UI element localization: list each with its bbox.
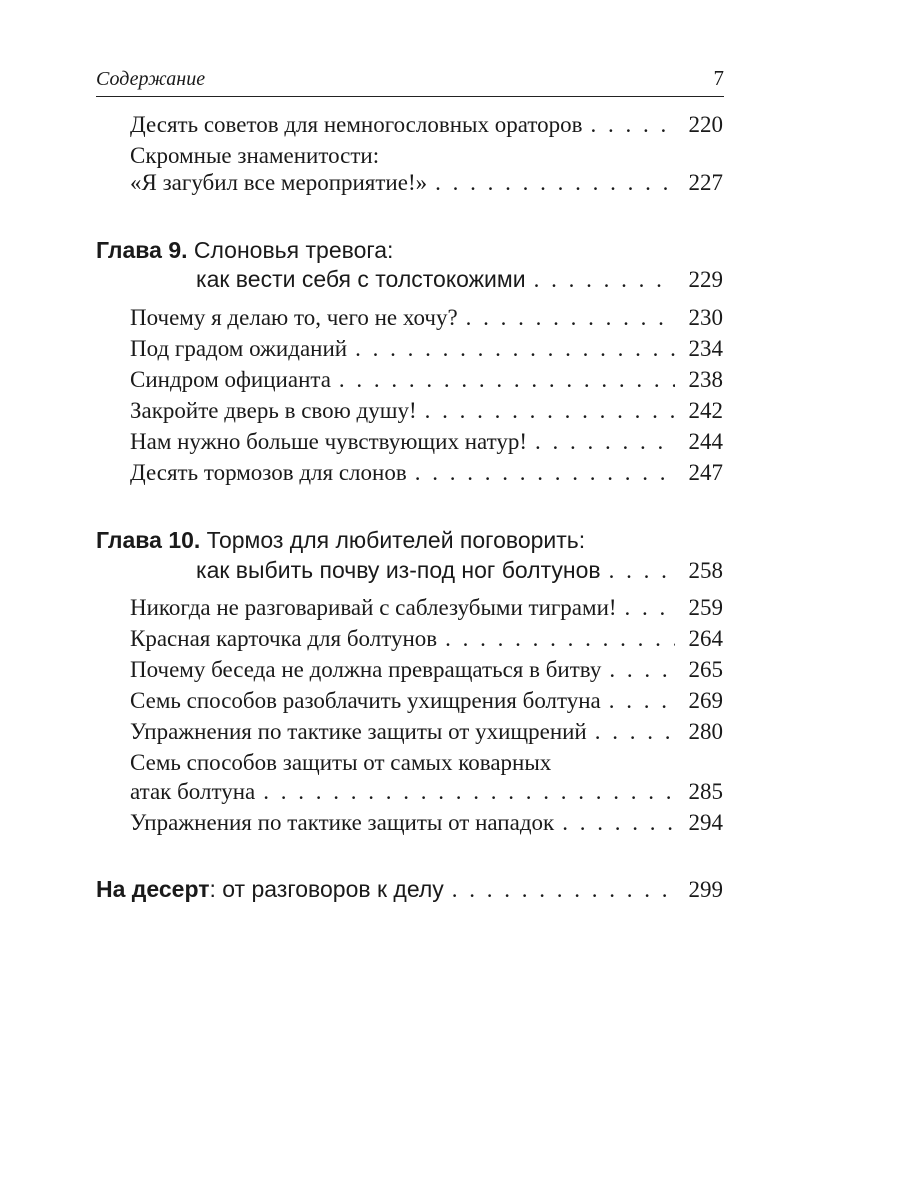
toc-entry-page: 230	[688, 305, 723, 330]
toc-entry[interactable]	[130, 657, 723, 683]
leader-dots	[595, 719, 675, 745]
chapter-9-label: Глава 9.	[96, 237, 188, 263]
toc-entry[interactable]	[130, 626, 723, 652]
leader-dots	[415, 460, 675, 486]
toc-entry-text: атак болтуна	[130, 779, 256, 804]
toc-entry-page: 259	[688, 595, 723, 620]
toc-entry-text: Упражнения по тактике защиты от ухищрений	[130, 719, 587, 744]
toc-entry-page: 265	[688, 657, 723, 682]
toc-entry-page: 227	[688, 170, 723, 195]
dessert-page: 299	[688, 877, 723, 902]
chapter-10-subtitle: как выбить почву из-под ног болтунов	[196, 557, 601, 583]
toc-entry-page: 244	[688, 429, 723, 454]
toc-entry-text: Десять тормозов для слонов	[130, 460, 407, 485]
dessert-entry[interactable]	[96, 876, 723, 903]
chapter-9-page: 229	[688, 267, 723, 292]
toc-entry[interactable]	[130, 688, 723, 714]
toc-entry-page: 280	[688, 719, 723, 744]
toc-entry-page: 264	[688, 626, 723, 651]
toc-entry[interactable]	[130, 336, 723, 362]
chapter-9-subtitle-row[interactable]	[196, 266, 723, 293]
leader-dots	[609, 558, 675, 584]
toc-entry[interactable]	[130, 595, 723, 621]
chapter-10-subtitle-row[interactable]	[196, 557, 723, 584]
chapter-10-page: 258	[688, 558, 723, 583]
toc-entry-page: 285	[688, 779, 723, 804]
toc-entry[interactable]	[130, 112, 723, 138]
toc-entry[interactable]	[130, 810, 723, 836]
toc-entry-page: 238	[688, 367, 723, 392]
chapter-9-title: Слоновья тревога:	[187, 237, 394, 263]
toc-entry[interactable]	[130, 719, 723, 745]
leader-dots	[339, 367, 675, 393]
leader-dots	[562, 810, 675, 836]
leader-dots	[609, 688, 675, 714]
toc-entry[interactable]	[130, 367, 723, 393]
leader-dots	[445, 626, 675, 652]
toc-entry[interactable]	[130, 429, 723, 455]
toc-entry-text: Упражнения по тактике защиты от нападок	[130, 810, 555, 835]
toc-entry-page: 247	[688, 460, 723, 485]
leader-dots	[466, 305, 675, 331]
toc-entry-page: 234	[688, 336, 723, 361]
toc-entry-text: Никогда не разговаривай с саблезубыми тиграми!	[130, 595, 617, 620]
toc-entry-page: 269	[688, 688, 723, 713]
toc-entry-text: Под градом ожиданий	[130, 336, 348, 361]
toc-entry-line1: Семь способов защиты от самых коварных	[130, 750, 552, 775]
toc-entry-line1: Скромные знаменитости:	[130, 143, 380, 168]
toc-entry-text: Нам нужно больше чувствующих натур!	[130, 429, 528, 454]
leader-dots	[355, 336, 675, 362]
leader-dots	[534, 267, 675, 293]
leader-dots	[435, 170, 675, 196]
toc-entry-text: Почему я делаю то, чего не хочу?	[130, 305, 458, 330]
leader-dots	[452, 877, 675, 903]
toc-entry[interactable]	[130, 170, 723, 196]
chapter-10-label: Глава 10.	[96, 527, 201, 553]
toc-entry-text: «Я загубил все мероприятие!»	[130, 170, 428, 195]
header-page-number: 7	[713, 66, 724, 90]
header-title: Содержание	[96, 68, 206, 90]
leader-dots	[625, 595, 675, 621]
toc-entry-text: Почему беседа не должна превращаться в битву	[130, 657, 602, 682]
toc-entry-text: Закройте дверь в свою душу!	[130, 398, 417, 423]
dessert-title: : от разговоров к делу	[209, 876, 444, 902]
toc-entry-page: 220	[688, 112, 723, 137]
dessert-label: На десерт	[96, 876, 210, 902]
leader-dots	[609, 657, 675, 683]
leader-dots	[425, 398, 675, 424]
toc-entry-page: 294	[688, 810, 723, 835]
running-header	[96, 66, 724, 97]
toc-entry-text: Десять советов для немногословных ораторов	[130, 112, 583, 137]
toc-entry-text: Красная карточка для болтунов	[130, 626, 438, 651]
chapter-9-subtitle: как вести себя с толстокожими	[196, 266, 526, 292]
leader-dots	[263, 779, 675, 805]
chapter-9-heading[interactable]	[96, 237, 393, 264]
toc-entry[interactable]	[130, 305, 723, 331]
toc-entry-page: 242	[688, 398, 723, 423]
toc-entry[interactable]	[130, 460, 723, 486]
leader-dots	[535, 429, 675, 455]
toc-entry[interactable]	[130, 779, 723, 805]
leader-dots	[590, 112, 675, 138]
toc-entry-text: Семь способов разоблачить ухищрения болтуна	[130, 688, 601, 713]
toc-entry-text: Синдром официанта	[130, 367, 331, 392]
toc-entry[interactable]	[130, 398, 723, 424]
chapter-10-title: Тормоз для любителей поговорить:	[200, 527, 586, 553]
chapter-10-heading[interactable]	[96, 527, 585, 554]
